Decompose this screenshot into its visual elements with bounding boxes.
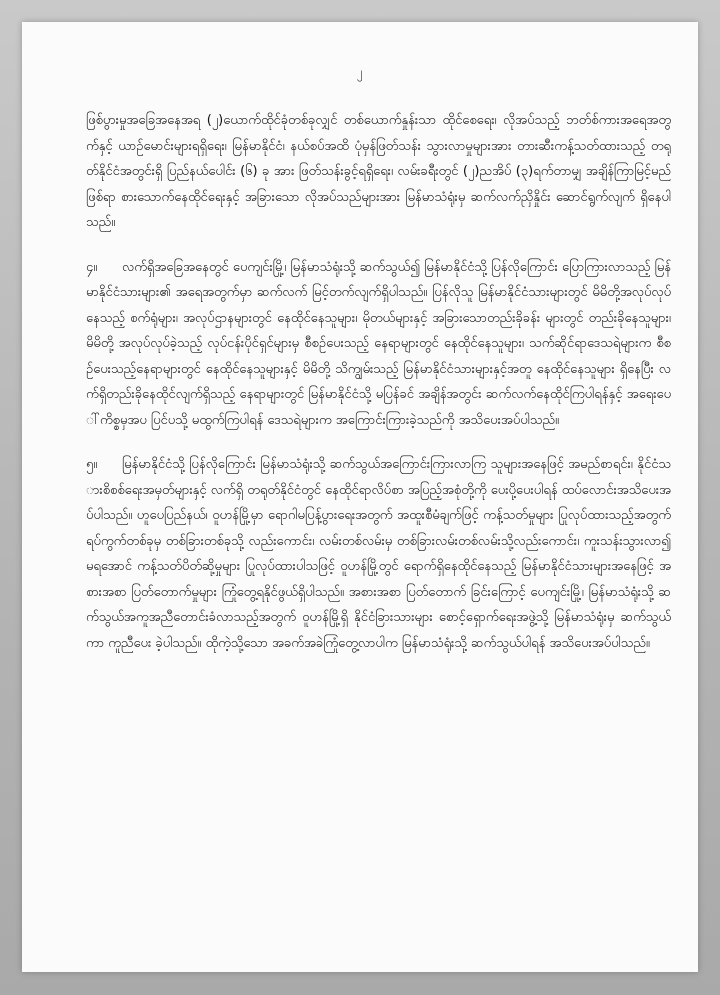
paragraph-text: ဖြစ်ပွားမှုအခြေအနေအရ (၂)ယောက်ထိုင်ခုံတစ်ခုလျှင် တစ်ယောက်နှုန်းသာ ထိုင်စေရေး၊ လိုအပ်သည့် ဘတ်စ်ကားအရေအတွက်နှင့် ယာဉ်မောင်းများရရှိရေး၊ မြန်မာနိုင်ငံ၊ နယ်စပ်အထိ ပုံမှန်ဖြတ်သန်း သွားလာမှုများအား တားဆီးကန့်သတ်ထားသည့် တရုတ်နိုင်ငံအတွင်းရှိ ပြည်နယ်ပေါင်း (၆) ခု အား ဖြတ်သန်းခွင့်ရရှိရေး၊ လမ်းခရီးတွင် (၂)ညအိပ် (၃)ရက်တာမျှ အချိန်ကြာမြင့်မည်ဖြစ်ရာ စားသောက်နေထိုင်ရေးနှင့် အခြားသော လိုအပ်သည်များအား မြန်မာသံရုံးမှ ဆက်လက်ညှိနှိုင်း ဆောင်ရွက်လျက် ရှိနေပါသည်။ (86, 113, 671, 230)
page-number: ၂ (357, 65, 363, 79)
paragraph-5 (86, 452, 671, 656)
paragraph-text: မြန်မာနိုင်ငံသို့ ပြန်လိုကြောင်း မြန်မာသံရုံးသို့ ဆက်သွယ်အကြောင်းကြားလာကြ သူများအနေဖြင့် အမည်စာရင်း၊ နိုင်ငံသားစိစစ်ရေးအမှတ်များနှင့် လက်ရှိ တရုတ်နိုင်ငံတွင် နေထိုင်ရာလိပ်စာ အပြည့်အစုံတို့ကို ပေးပို့ပေးပါရန် ထပ်လောင်းအသိပေးအပ်ပါသည်။ ဟူပေပြည်နယ်၊ ဝူဟန်မြို့မှာ ရောဂါမပြန့်ပွားရေးအတွက် အထူးစီမံချက်ဖြင့် ကန့်သတ်မှုများ ပြုလုပ်ထားသည့်အတွက် ရပ်ကွက်တစ်ခုမှ တစ်ခြားတစ်ခုသို့ လည်းကောင်း၊ လမ်းတစ်လမ်းမှ တစ်ခြားလမ်းတစ်လမ်းသို့လည်းကောင်း၊ ကူးသန်းသွားလာ၍ မရအောင် ကန့်သတ်ပိတ်ဆို့မှုများ ပြုလုပ်ထားပါသဖြင့် ဝူဟန်မြို့တွင် ရောက်ရှိနေထိုင်နေသည့် မြန်မာနိုင်ငံသားများအနေဖြင့် အစားအစာ ပြတ်တောက်မှုများ ကြုံတွေ့ရနိုင်ဖွယ်ရှိပါသည်။ အစားအစာ ပြတ်တောက် ခြင်းကြောင့် ပေကျင်းမြို့၊ မြန်မာသံရုံးသို့ ဆက်သွယ်အကူအညီတောင်းခံလာသည့်အတွက် ဝူဟန်မြို့ရှိ နိုင်ငံခြားသားများ စောင့်ရှောက်ရေးအဖွဲ့သို့ မြန်မာသံရုံးမှ ဆက်သွယ်ကာ ကူညီပေး ခဲ့ပါသည်။ ထိုကဲ့သို့သော အခက်အခဲကြုံတွေ့လာပါက မြန်မာသံရုံးသို့ ဆက်သွယ်ပါရန် အသိပေးအပ်ပါသည်။ (86, 457, 671, 651)
document-page (22, 22, 698, 972)
paragraph-number: ၅။ (86, 457, 98, 472)
paragraph-number: ၄။ (86, 259, 98, 275)
paragraph-text: လက်ရှိအခြေအနေတွင် ပေကျင်းမြို့၊ မြန်မာသံရုံးသို့ ဆက်သွယ်၍ မြန်မာနိုင်ငံသို့ ပြန်လိုကြောင်း ပြောကြားလာသည့် မြန်မာနိုင်ငံသားများ၏ အရေအတွက်မှာ ဆက်လက် မြင့်တက်လျက်ရှိပါသည်။ ပြန်လိုသူ မြန်မာနိုင်ငံသားများတွင် မိမိတို့အလုပ်လုပ်နေသည့် စက်ရုံများ၊ အလုပ်ဌာနများတွင် နေထိုင်နေသူများ၊ မိုတယ်များနှင့် အခြားသောတည်းခိုခန်း များတွင် တည်းခိုနေသူများ၊ မိမိတို့ အလုပ်လုပ်ခဲ့သည့် လုပ်ငန်းပိုင်ရှင်များမှ စီစဉ်ပေးသည့် နေရာများတွင် နေထိုင်နေသူများ၊ သက်ဆိုင်ရာဒေသရဲများက စီစဉ်ပေးသည့်နေရာများတွင် နေထိုင်နေသူများနှင့် မိမိတို့ သိကျွမ်းသည့် မြန်မာနိုင်ငံသားများနှင့်အတူ နေထိုင်နေသူများ ရှိနေပြီး လက်ရှိတည်းခိုနေထိုင်လျက်ရှိသည့် နေရာများတွင် မြန်မာနိုင်ငံသို့ မပြန်ခင် အချိန်အတွင်း ဆက်လက်နေထိုင်ကြပါရန်နှင့် အရေးပေါ်ကိစ္စမှအပ ပြင်ပသို့ မထွက်ကြပါရန် ဒေသရဲများက အကြောင်းကြားခဲ့သည်ကို အသိပေးအပ်ပါသည်။ (86, 259, 671, 428)
paragraph-continued (86, 108, 671, 236)
document-body (86, 108, 671, 675)
paragraph-4 (86, 255, 671, 434)
